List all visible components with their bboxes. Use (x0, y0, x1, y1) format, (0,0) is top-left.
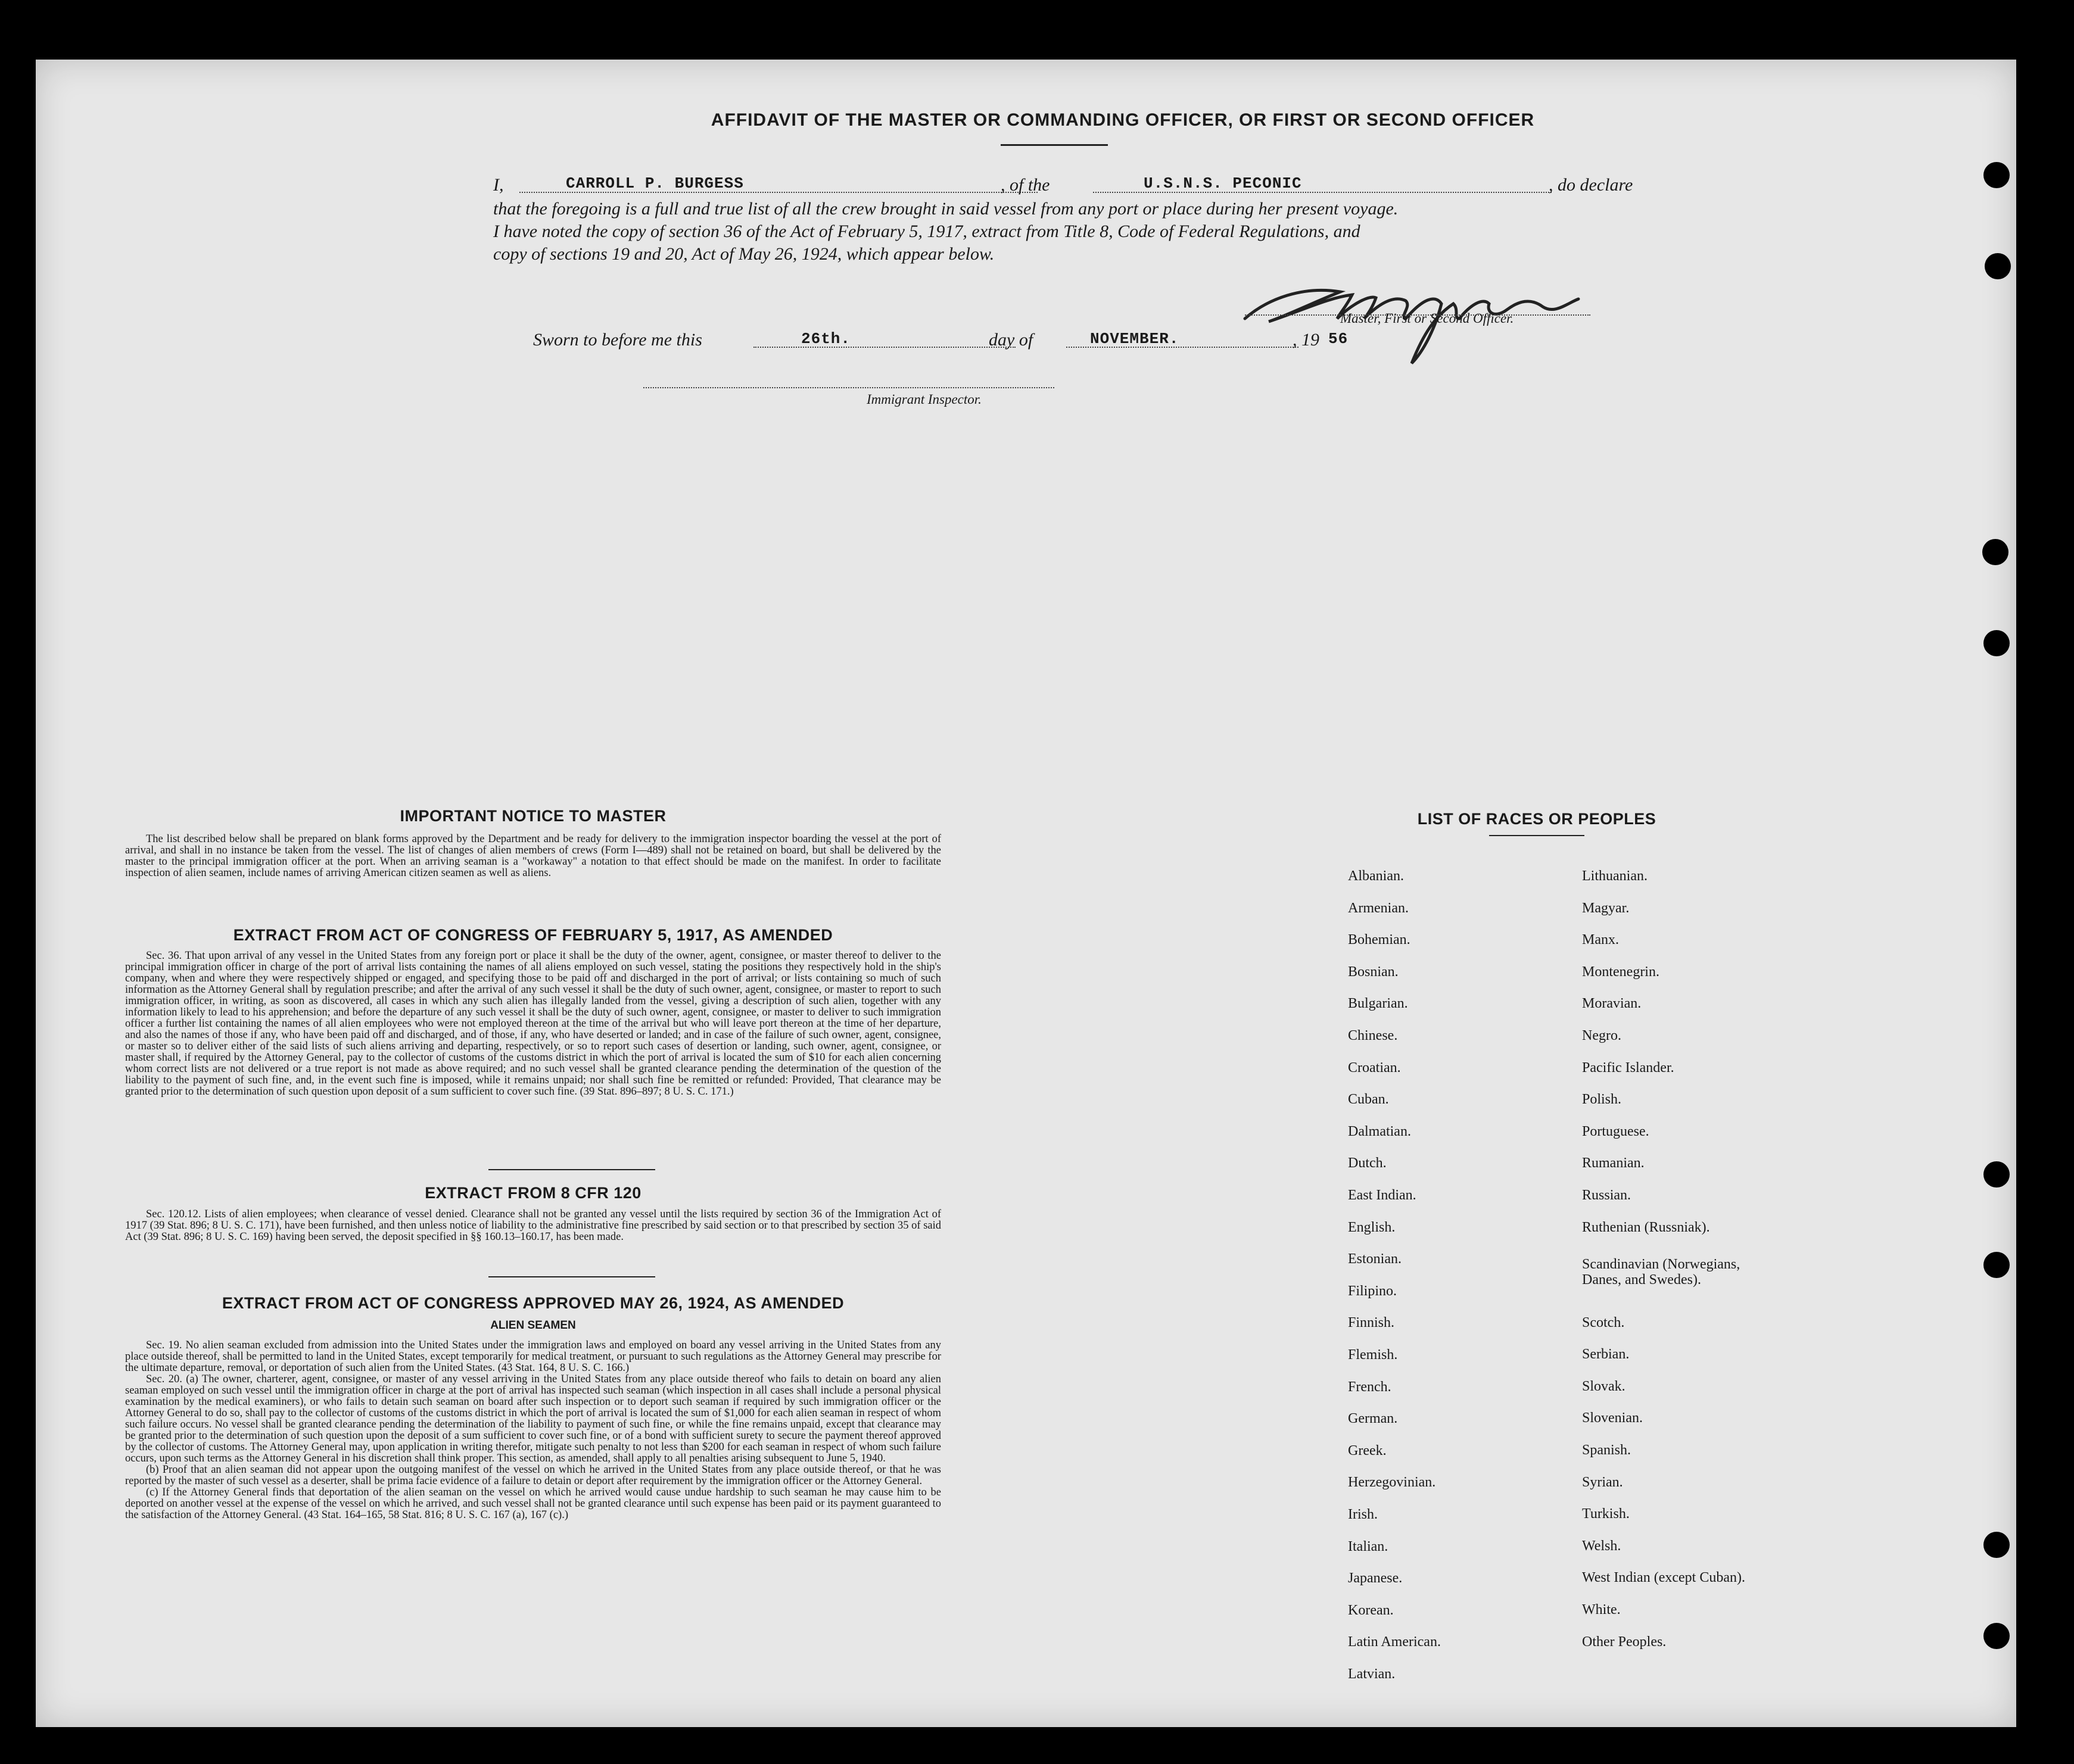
race-item: Welsh. (1582, 1538, 1621, 1554)
race-item: Korean. (1348, 1602, 1394, 1618)
race-item: Scandinavian (Norwegians, (1582, 1256, 1740, 1272)
race-item: German. (1348, 1411, 1398, 1427)
day-of-text: day of (989, 330, 1033, 350)
affidavit-line-4: copy of sections 19 and 20, Act of May 26, 1924, which appear below. (493, 244, 995, 264)
race-item: Bohemian. (1348, 932, 1410, 948)
race-item: Manx. (1582, 932, 1619, 948)
race-item: Italian. (1348, 1538, 1388, 1554)
race-item: English. (1348, 1219, 1396, 1235)
sworn-year: 56 (1328, 330, 1349, 348)
race-item: Dutch. (1348, 1155, 1387, 1171)
of-the-text: , of the (1001, 175, 1050, 195)
race-item: Irish. (1348, 1507, 1378, 1522)
race-item: Armenian. (1348, 900, 1409, 916)
race-item: Albanian. (1348, 868, 1404, 884)
binder-hole (1983, 1161, 2010, 1188)
race-item: Croatian. (1348, 1059, 1401, 1076)
race-item: Negro. (1582, 1028, 1621, 1043)
race-item: Slovak. (1582, 1378, 1625, 1394)
race-item: Portuguese. (1582, 1123, 1649, 1139)
race-item: Ruthenian (Russniak). (1582, 1219, 1710, 1235)
race-item: Estonian. (1348, 1251, 1402, 1267)
race-item: Rumanian. (1582, 1155, 1645, 1171)
race-item: Serbian. (1582, 1347, 1630, 1363)
divider-1 (488, 1169, 655, 1170)
inspector-label: Immigrant Inspector. (867, 392, 982, 407)
affidavit-i: I, (493, 175, 504, 195)
inspector-signature-line (643, 387, 1054, 388)
race-item: Chinese. (1348, 1028, 1398, 1043)
race-item: Slovenian. (1582, 1410, 1643, 1426)
race-item: Magyar. (1582, 900, 1630, 916)
race-item: Bulgarian. (1348, 996, 1408, 1012)
affidavit-line-2: that the foregoing is a full and true list of all the crew brought in said vessel from any port or place during her present voyage. (493, 199, 1399, 219)
divider-2 (488, 1276, 655, 1277)
race-item: Spanish. (1582, 1442, 1631, 1458)
binder-hole (1983, 162, 2010, 188)
race-item: Greek. (1348, 1442, 1387, 1458)
extract-1924-title: EXTRACT FROM ACT OF CONGRESS APPROVED MAY 26, 1924, AS AMENDED (222, 1294, 845, 1312)
race-item: French. (1348, 1379, 1391, 1395)
sworn-month: NOVEMBER. (1090, 330, 1179, 348)
notice-title: IMPORTANT NOTICE TO MASTER (400, 807, 667, 825)
race-item: Moravian. (1582, 996, 1642, 1012)
do-declare-text: , do declare (1549, 175, 1633, 195)
races-rule (1489, 835, 1584, 836)
race-item: Russian. (1582, 1188, 1631, 1203)
extract-1924-body: Sec. 19. No alien seaman excluded from admission into the United States under the immigration laws and employed on board any vessel arriving in the United States from any place outside thereof, shall be permitted to land in the United States, except temporarily for medical treatment, or pursuant to such regulations as the Attorney General may prescribe for the ultimate departure, removal, or deportation of such alien from the United States. (43 Stat. 164, 8 U. S. C. 166.) Sec. 20. (a) The owner, charterer, agent, consignee, or master of any vessel arriving in the United States from any place outside thereof who fails to detain on board any alien seaman employed on such vessel until the immigration officer in charge at the port of arrival has inspected such seaman (which inspection in all cases shall include a personal physical examination by the medical examiners), or who fails to detain such seaman on board after such inspection or to deport such seaman if required by such immigration officer or the Attorney General to do so, shall pay to the collector of customs of the customs district in which the port of arrival is located the sum of $1,000 for each alien seaman in respect of whom such failure occurs. No vessel shall be granted clearance pending the determination of the liability to payment of such fine, or while the fine remains unpaid, except that clearance may be granted prior to the determination of such question upon the deposit of a sum sufficient to cover such fine, or of a bond with sufficient surety to secure the payment thereof approved by the collector of customs. The Attorney General may, upon application in writing therefor, mitigate such penalty to not less than $200 for each seaman in respect of whom such failure occurs, upon such terms as the Attorney General in his discretion shall think proper. This section, as amended, shall apply to all penalties arising subsequent to June 5, 1940. (b) Proof that an alien seaman did not appear upon the outgoing manifest of the vessel on which he arrived in the United States from any place outside thereof, or that he was reported by the master of such vessel as a deserter, shall be prima facie evidence of a failure to detain or deport after requirement by the immigration officer or the Attorney General. (c) If the Attorney General finds that deportation of the alien seaman on the vessel on which he arrived would cause undue hardship to such seaman he may cause him to be deported on another vessel at the expense of the vessel on which he arrived, and such vessel shall not be granted clearance until such expense has been paid or its payment guaranteed to the satisfaction of the Attorney General. (43 Stat. 164–165, 58 Stat. 816; 8 U. S. C. 167 (a), 167 (c).) (125, 1339, 941, 1521)
alien-seamen-subtitle: ALIEN SEAMEN (490, 1319, 576, 1332)
race-item: Herzegovinian. (1348, 1475, 1436, 1491)
affidavit-title: AFFIDAVIT OF THE MASTER OR COMMANDING OFFICER, OR FIRST OR SECOND OFFICER (711, 110, 1535, 130)
binder-hole (1983, 1623, 2010, 1649)
race-item: Flemish. (1348, 1347, 1398, 1363)
race-item: Lithuanian. (1582, 868, 1648, 884)
year-prefix: , 19 (1293, 330, 1319, 350)
extract-cfr-title: EXTRACT FROM 8 CFR 120 (425, 1184, 641, 1202)
race-item: Montenegrin. (1582, 964, 1659, 980)
title-rule (1001, 144, 1108, 146)
binder-hole (1983, 1252, 2010, 1278)
race-item: Danes, and Swedes). (1582, 1271, 1701, 1288)
race-item: Pacific Islander. (1582, 1059, 1674, 1076)
races-title: LIST OF RACES OR PEOPLES (1417, 810, 1656, 828)
day-field-line (753, 347, 1016, 348)
race-item: Filipino. (1348, 1283, 1397, 1299)
binder-hole (1983, 1532, 2010, 1558)
extract-1917-body: Sec. 36. That upon arrival of any vessel in the United States from any foreign port or place it shall be the duty of the owner, agent, consignee, or master thereof to deliver to the principal immigration officer in charge of the port of arrival lists containing the names of all aliens employed on such vessel, stating the positions they respectively hold in the ship's company, when and where they were respectively shipped or engaged, and specifying those to be paid off and discharged in the port of arrival; or lists containing so much of such information as the Attorney General shall by regulation prescribe; and after the arrival of any such vessel it shall be the duty of such owner, agent, consignee, or master to report to such immigration officer, in writing, as soon as discovered, all cases in which any such alien has illegally landed from the vessel, giving a description of such alien, together with any information likely to lead to his apprehension; and before the departure of any such vessel it shall be the duty of such owner, agent, consignee, or master to deliver to such immigration officer a further list containing the names of all alien employees who were not employed thereon at the time of the arrival but who will leave port thereon at the time of her departure, and also the names of those if any, who have been paid off and discharged, and of those, if any, who have deserted or landed; and in case of the failure of such owner, agent, consignee, or master so to deliver either of the said lists of such aliens arriving and departing, respectively, or so to report such cases of desertion or landing, such owner, agent, consignee, or master shall, if required by the Attorney General, pay to the collector of customs of the customs district in which the port of arrival is located the sum of $10 for each alien concerning whom correct lists are not delivered or a true report is not made as above required; and no such vessel shall be granted clearance pending the determination of the question of the liability to the payment of such fine, and, in the event such fine is imposed, while it remains unpaid; nor shall such fine be remitted or refunded: Provided, That clearance may be granted prior to the determination of such question upon deposit of a sum sufficient to cover such fine. (39 Stat. 896–897; 8 U. S. C. 171.) (125, 950, 941, 1098)
master-officer-label: Master, First or Second Officer. (1340, 311, 1514, 326)
race-item: Other Peoples. (1582, 1634, 1667, 1650)
sworn-day: 26th. (801, 330, 851, 348)
master-name: CARROLL P. BURGESS (566, 174, 744, 192)
race-item: Syrian. (1582, 1474, 1623, 1490)
race-item: East Indian. (1348, 1188, 1416, 1203)
vessel-name: U.S.N.S. PECONIC (1144, 174, 1302, 192)
race-item: Dalmatian. (1348, 1123, 1411, 1139)
sworn-text: Sworn to before me this (533, 330, 702, 350)
race-item: Turkish. (1582, 1506, 1630, 1522)
race-item: Cuban. (1348, 1092, 1389, 1108)
extract-cfr-body: Sec. 120.12. Lists of alien employees; when clearance of vessel denied. Clearance shall not be granted any vessel until the lists required by section 36 of the Immigration Act of 1917 (39 Stat. 896; 8 U. S. C. 171), have been furnished, and then unless notice of liability to the administrative fine prescribed by said section or to that prescribed by section 35 of said Act (39 Stat. 896; 8 U. S. C. 169) having been served, the deposit specified in §§ 160.13–160.17, has been made. (125, 1208, 941, 1243)
extract-1917-title: EXTRACT FROM ACT OF CONGRESS OF FEBRUARY 5, 1917, AS AMENDED (233, 926, 833, 944)
binder-hole (1982, 539, 2008, 565)
race-item: Polish. (1582, 1092, 1622, 1108)
race-item: Latin American. (1348, 1634, 1441, 1650)
document-page (36, 60, 2016, 1727)
race-item: Finnish. (1348, 1315, 1395, 1331)
binder-hole (1983, 630, 2010, 656)
binder-hole (1985, 253, 2011, 279)
notice-body: The list described below shall be prepared on blank forms approved by the Department and be ready for delivery to the immigration inspector boarding the vessel at the port of arrival, and shall in no instance be taken from the vessel. The list of changes of alien members of crews (Form I—489) shall not be retained on board, but shall be delivered by the master to the principal immigration officer at the port. When an arriving seaman is a "workaway" a notation to that effect should be made on the manifest. In order to facilitate inspection of alien seamen, include names of arriving American citizen seamen as well as aliens. (125, 833, 941, 879)
race-item: White. (1582, 1602, 1621, 1617)
race-item: Japanese. (1348, 1570, 1403, 1587)
race-item: West Indian (except Cuban). (1582, 1570, 1745, 1586)
affidavit-line-3: I have noted the copy of section 36 of the Act of February 5, 1917, extract from Title 8, Code of Federal Regulations, and (493, 222, 1360, 241)
race-item: Scotch. (1582, 1314, 1625, 1330)
race-item: Bosnian. (1348, 964, 1399, 980)
race-item: Latvian. (1348, 1666, 1396, 1682)
